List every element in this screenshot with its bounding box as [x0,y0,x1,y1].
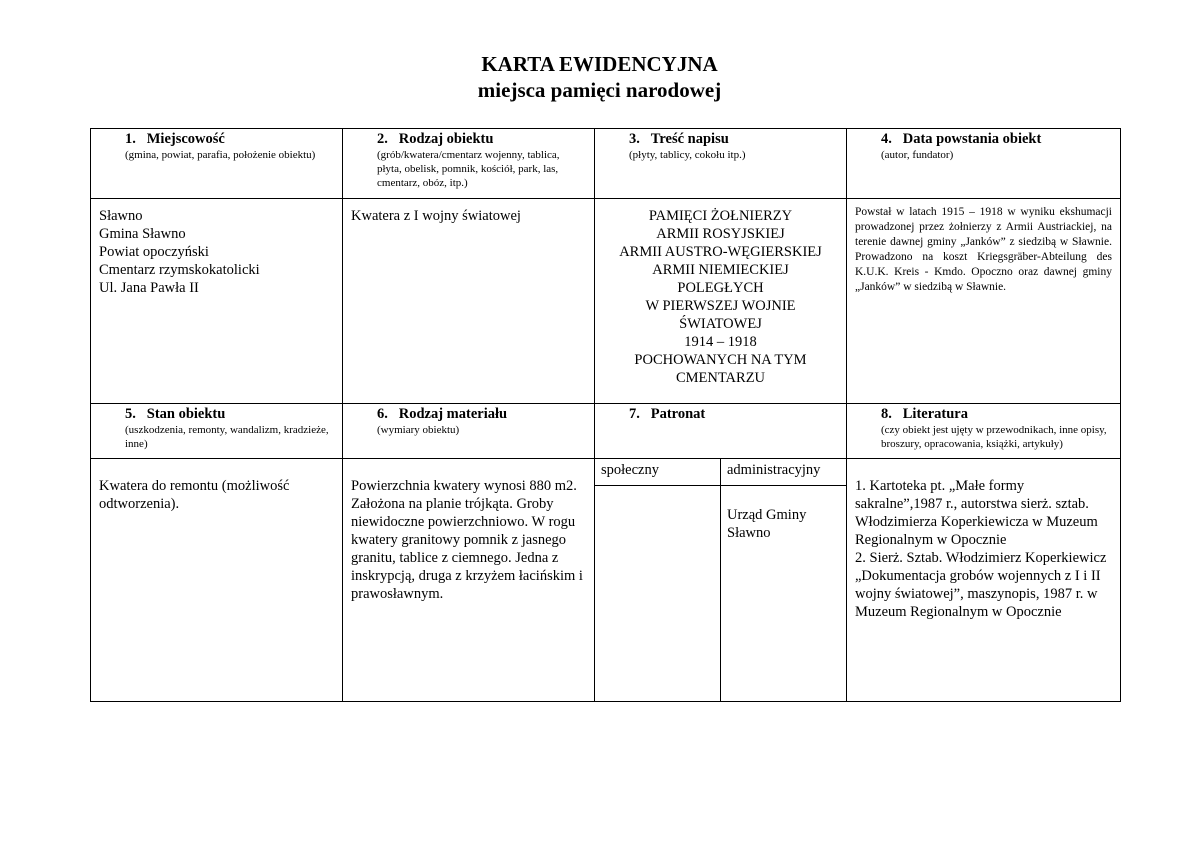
header-sub: (czy obiekt jest ujęty w przewodnikach, inne opisy, broszury, opracowania, książki, artykuły) [881,424,1107,450]
data-powstania-value: Powstał w latach 1915 – 1918 w wyniku ekshumacji prowadzonej przez żołnierzy z Armii Austriackiej, na terenie dawnej gminy „Janków” z siedzibą w Sławnie. Prowadzono na koszt Kriegsgräber-Abteilung des K.U.K. Kreis - Kmdo. Opoczno oraz dawnej gminy „Janków” w siedzibą w Sławnie. [855,206,1112,293]
inscription-line: ARMII AUSTRO-WĘGIERSKIEJ [619,244,822,260]
document-subtitle: miejsca pamięci narodowej [477,78,722,102]
patronat-spoleczny-value [595,485,721,701]
header-cell-8 [847,404,1121,459]
header-sub: (autor, fundator) [881,149,954,161]
values-row-2 [91,459,1121,702]
patronat-cell [595,459,847,702]
miejscowosc-line: Powiat opoczyński [99,244,209,260]
header-number: 7. [629,406,640,422]
inscription-line: PAMIĘCI ŻOŁNIERZY [648,208,793,224]
header-number: 2. [377,131,388,147]
literatura-item: 2. Sierż. Sztab. Włodzimierz Koperkiewicz „Dokumentacja grobów wojennych z I i II wojny światowej”, maszynopis, 1987 r. w Muzeum Regionalnym w Opocznie [855,550,1107,620]
header-cell-5 [91,404,343,459]
literatura-cell [847,459,1121,702]
header-number: 5. [125,406,136,422]
rodzaj-materialu-value: Powierzchnia kwatery wynosi 880 m2. Założona na planie trójkąta. Groby niewidoczne powierzchniowo. W rogu kwatery granitowy pomnik z jasnego granitu, tablice z ciemnego. Jedna z inskrypcją, druga z krzyżem łacińskim i prawosławnym. [351,478,583,602]
header-label: Literatura [902,406,968,422]
header-cell-3 [595,129,847,199]
inscription-line: CMENTARZU [675,370,766,386]
header-cell-2 [343,129,595,199]
header-cell-4 [847,129,1121,199]
header-row-1 [91,129,1121,199]
header-sub: (uszkodzenia, remonty, wandalizm, kradzieże, inne) [125,424,329,450]
patronat-table [595,459,846,701]
patronat-administracyjny-label: administracyjny [721,459,847,485]
rodzaj-obiektu-cell [343,199,595,404]
header-cell-6 [343,404,595,459]
patronat-administracyjny-value: Urząd Gminy Sławno [727,506,807,541]
header-sub: (wymiary obiektu) [377,424,460,436]
header-number: 8. [881,406,892,422]
rodzaj-materialu-cell [343,459,595,702]
header-sub: (grób/kwatera/cmentarz wojenny, tablica, płyta, obelisk, pomnik, kościół, park, las, cmentarz, obóz, itp.) [377,149,560,189]
header-row-2 [91,404,1121,459]
miejscowosc-line: Sławno [99,208,143,224]
header-label: Rodzaj materiału [398,406,508,422]
inscription-line: ARMII NIEMIECKIEJ [652,262,789,278]
header-sub: (płyty, tablicy, cokołu itp.) [629,149,746,161]
miejscowosc-line: Gmina Sławno [99,226,186,242]
document-title: KARTA EWIDENCYJNA [481,52,718,76]
inscription-line: POCHOWANYCH NA TYM [634,352,807,368]
stan-obiektu-value: Kwatera do remontu (możliwość odtworzenia). [99,478,290,512]
header-number: 6. [377,406,388,422]
header-number: 4. [881,131,892,147]
inscription-line: 1914 – 1918 [684,334,757,350]
header-label: Stan obiektu [146,406,226,422]
record-table [90,128,1121,702]
header-number: 1. [125,131,136,147]
inscription-line: POLEGŁYCH [677,280,764,296]
data-powstania-cell [847,199,1121,404]
literatura-item: 1. Kartoteka pt. „Małe formy sakralne”,1987 r., autorstwa sierż. sztab. Włodzimierza Koperkiewicza w Muzeum Regionalnym w Opocznie [855,478,1098,548]
header-cell-1 [91,129,343,199]
inscription-line: ŚWIATOWEJ [679,316,762,332]
values-row-1 [91,199,1121,404]
header-cell-7 [595,404,847,459]
inscription-line: ARMII ROSYJSKIEJ [656,226,785,242]
header-label: Patronat [650,406,706,422]
header-number: 3. [629,131,640,147]
header-label: Rodzaj obiektu [398,131,494,147]
miejscowosc-line: Ul. Jana Pawła II [99,280,199,296]
patronat-spoleczny-label: społeczny [595,459,721,485]
stan-obiektu-cell [91,459,343,702]
inscription-line: W PIERWSZEJ WOJNIE [645,298,796,314]
header-label: Miejscowość [146,131,225,147]
tresc-napisu-cell [595,199,847,404]
header-label: Treść napisu [650,131,729,147]
rodzaj-obiektu-value: Kwatera z I wojny światowej [351,208,521,224]
miejscowosc-cell [91,199,343,404]
miejscowosc-line: Cmentarz rzymskokatolicki [99,262,260,278]
header-label: Data powstania obiekt [902,131,1042,147]
header-sub: (gmina, powiat, parafia, położenie obiektu) [125,149,316,161]
